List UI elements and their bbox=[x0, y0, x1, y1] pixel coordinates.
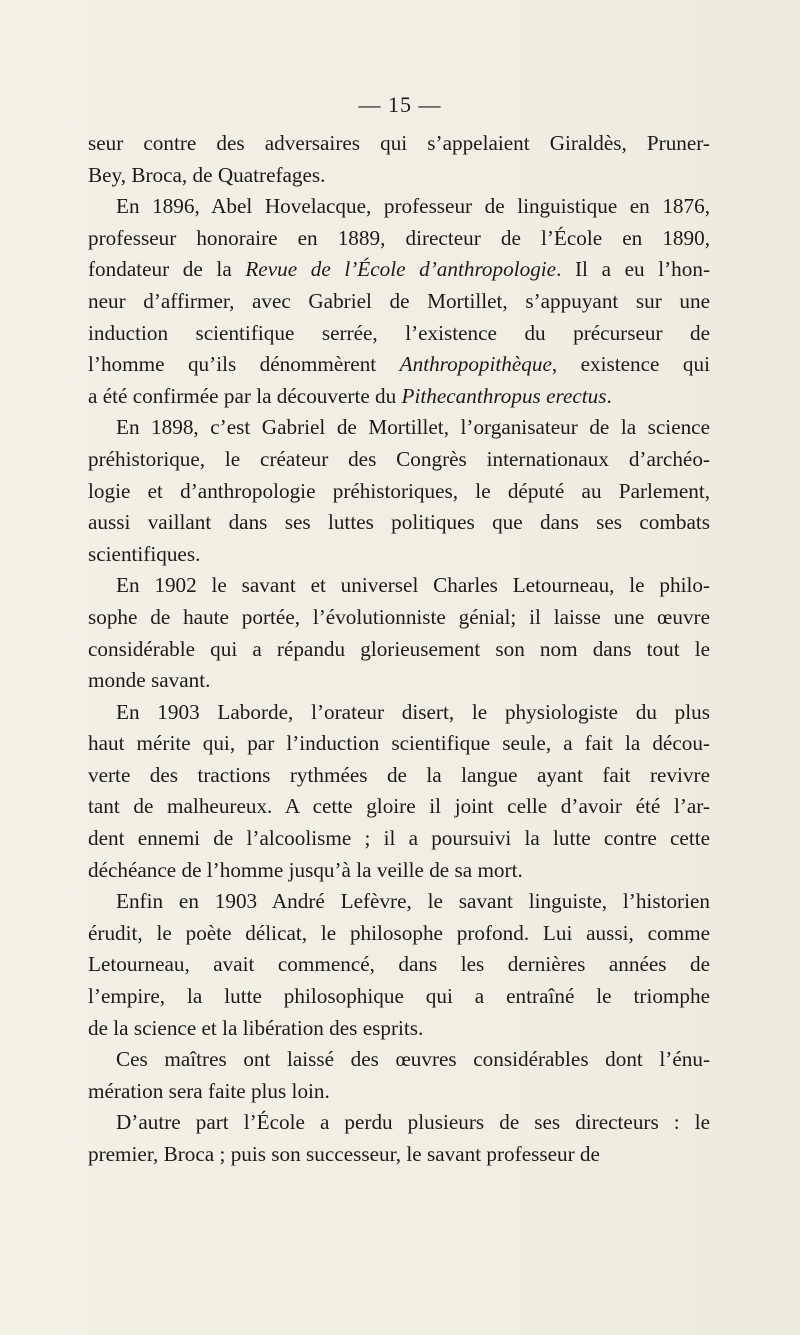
paragraph bbox=[60, 128, 710, 191]
text-line: l’empire, la lutte philosophique qui a entraîné le triomphe bbox=[88, 984, 710, 1009]
text-line: fondateur de la Revue de l’École d’anthropologie. Il a eu l’hon- bbox=[88, 257, 710, 282]
text-line: Ces maîtres ont laissé des œuvres considérables dont l’énu- bbox=[116, 1047, 710, 1072]
text-line: verte des tractions rythmées de la langue ayant fait revivre bbox=[88, 762, 710, 787]
text-line: a été confirmée par la découverte du Pithecanthropus erectus. bbox=[88, 383, 612, 408]
paragraph bbox=[60, 697, 710, 887]
text-line: D’autre part l’École a perdu plusieurs de ses directeurs : le bbox=[116, 1110, 710, 1135]
text-line: considérable qui a répandu glorieusement son nom dans tout le bbox=[88, 636, 710, 661]
text-line: aussi vaillant dans ses luttes politiques que dans ses combats bbox=[88, 510, 710, 535]
text-line: professeur honoraire en 1889, directeur de l’École en 1890, bbox=[88, 225, 710, 250]
text-line: de la science et la libération des esprits. bbox=[88, 1015, 424, 1040]
paragraph bbox=[60, 412, 710, 570]
text-line: En 1902 le savant et universel Charles Letourneau, le philo- bbox=[116, 573, 710, 598]
text-line: seur contre des adversaires qui s’appelaient Giraldès, Pruner- bbox=[88, 131, 710, 155]
paragraph bbox=[60, 1044, 710, 1107]
text-line: induction scientifique serrée, l’existence du précurseur de bbox=[88, 320, 710, 345]
text-line: mération sera faite plus loin. bbox=[88, 1078, 330, 1103]
text-line: déchéance de l’homme jusqu’à la veille de sa mort. bbox=[88, 857, 523, 882]
text-line: haut mérite qui, par l’induction scientifique seule, a fait la décou- bbox=[88, 731, 710, 756]
text-line: scientifiques. bbox=[88, 541, 201, 566]
text-line: préhistorique, le créateur des Congrès internationaux d’archéo- bbox=[88, 446, 710, 471]
page-number: — 15 — bbox=[358, 92, 442, 117]
text-line: tant de malheureux. A cette gloire il joint celle d’avoir été l’ar- bbox=[88, 794, 710, 819]
text-line: Bey, Broca, de Quatrefages. bbox=[88, 162, 326, 187]
text-line: Letourneau, avait commencé, dans les dernières années de bbox=[88, 952, 710, 977]
text-line: dent ennemi de l’alcoolisme ; il a poursuivi la lutte contre cette bbox=[88, 826, 710, 851]
paragraph bbox=[60, 570, 710, 696]
paragraph bbox=[60, 886, 710, 1044]
text-line: En 1903 Laborde, l’orateur disert, le physiologiste du plus bbox=[116, 699, 710, 724]
text-line: premier, Broca ; puis son successeur, le savant professeur de bbox=[88, 1142, 600, 1166]
text-line: neur d’affirmer, avec Gabriel de Mortillet, s’appuyant sur une bbox=[88, 288, 710, 313]
text-line: monde savant. bbox=[88, 668, 211, 693]
text-line: En 1898, c’est Gabriel de Mortillet, l’organisateur de la science bbox=[116, 415, 710, 440]
paragraph bbox=[60, 191, 710, 412]
text-line: érudit, le poète délicat, le philosophe profond. Lui aussi, comme bbox=[88, 920, 710, 945]
text-line: sophe de haute portée, l’évolutionniste génial; il laisse une œuvre bbox=[88, 604, 710, 629]
text-line: logie et d’anthropologie préhistoriques, le député au Parlement, bbox=[88, 478, 710, 503]
body-text bbox=[60, 128, 710, 1171]
text-line: En 1896, Abel Hovelacque, professeur de linguistique en 1876, bbox=[116, 194, 710, 219]
text-line: l’homme qu’ils dénommèrent Anthropopithèque, existence qui bbox=[88, 352, 710, 377]
text-line: Enfin en 1903 André Lefèvre, le savant linguiste, l’historien bbox=[116, 889, 710, 914]
paragraph bbox=[60, 1107, 710, 1170]
